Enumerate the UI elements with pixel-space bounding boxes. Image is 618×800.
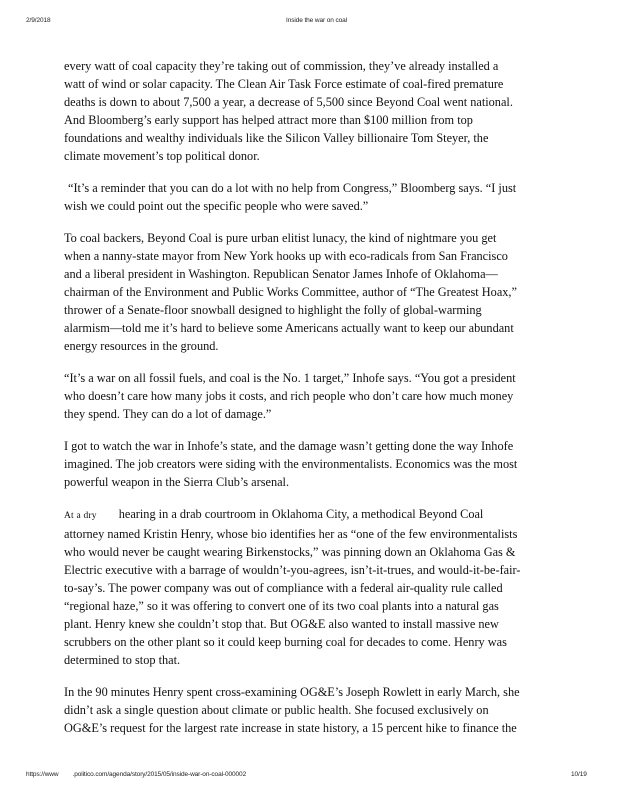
paragraph-6-rest: hearing in a drab courtroom in Oklahoma City, a methodical Beyond Coal attorney named Kristin Henry, whose bio identifies her as “one of the few environmentalists who would never be caught wearing Birkenstocks,” was pinning down an Oklahoma Gas & Electric executive with a barrage of wouldn’t-you-agrees, isn’t-it-trues, and would-it-be-fair-to-say’s. The power company was out of compliance with a federal air-quality rule called “regional haze,” so it was offering to convert one of its two coal plants into a natural gas plant. Henry knew she couldn’t stop that. But OG&E also wanted to install massive new scrubbers on the other plant so it could keep burning coal for decades to come. Henry was determined to stop that. — [64, 507, 521, 667]
print-date: 2/9/2018 — [26, 17, 51, 24]
print-url-scheme: https://www — [26, 771, 59, 778]
paragraph-7: In the 90 minutes Henry spent cross-examining OG&E’s Joseph Rowlett in early March, she didn’t ask a single question about climate or public health. She focused exclusively on OG&E’s request for the largest rate increase in state history, a 15 percent hike to finance the — [64, 685, 520, 735]
paragraph-6-lead: At a dry — [64, 511, 97, 521]
print-title: Inside the war on coal — [286, 17, 348, 24]
paragraph-5: I got to watch the war in Inhofe’s state, and the damage wasn’t getting done the way Inhofe imagined. The job creators were siding with the environmentalists. Economics was the most powerful weapon in the Sierra Club’s arsenal. — [64, 439, 518, 489]
print-url-path: .politico.com/agenda/story/2015/05/inside-war-on-coal-000002 — [72, 771, 247, 778]
paragraph-6 — [64, 505, 522, 669]
paragraph-3: To coal backers, Beyond Coal is pure urban elitist lunacy, the kind of nightmare you get when a nanny-state mayor from New York hooks up with eco-radicals from San Francisco and a liberal president in Washington. Republican Senator James Inhofe of Oklahoma—chairman of the Environment and Public Works Committee, author of “The Greatest Hoax,” thrower of a Senate-floor snowball designed to highlight the folly of global-warming alarmism—told me it’s hard to believe some Americans actually want to keep our abundant energy resources in the ground. — [64, 231, 517, 353]
article-body — [64, 57, 522, 751]
paragraph-2: “It’s a reminder that you can do a lot with no help from Congress,” Bloomberg says. “I just wish we could point out the specific people who were saved.” — [64, 181, 517, 213]
print-url — [26, 771, 260, 778]
paragraph-4: “It’s a war on all fossil fuels, and coal is the No. 1 target,” Inhofe says. “You got a president who doesn’t care how many jobs it costs, and rich people who don’t care how much money they spend. They can do a lot of damage.” — [64, 371, 516, 421]
print-page-number: 10/19 — [571, 771, 587, 778]
paragraph-1: every watt of coal capacity they’re taking out of commission, they’ve already installed a watt of wind or solar capacity. The Clean Air Task Force estimate of coal-fired premature deaths is down to about 7,500 a year, a decrease of 5,500 since Beyond Coal went national. And Bloomberg’s early support has helped attract more than $100 million from top foundations and wealthy individuals like the Silicon Valley billionaire Tom Steyer, the climate movement’s top political donor. — [64, 59, 513, 163]
